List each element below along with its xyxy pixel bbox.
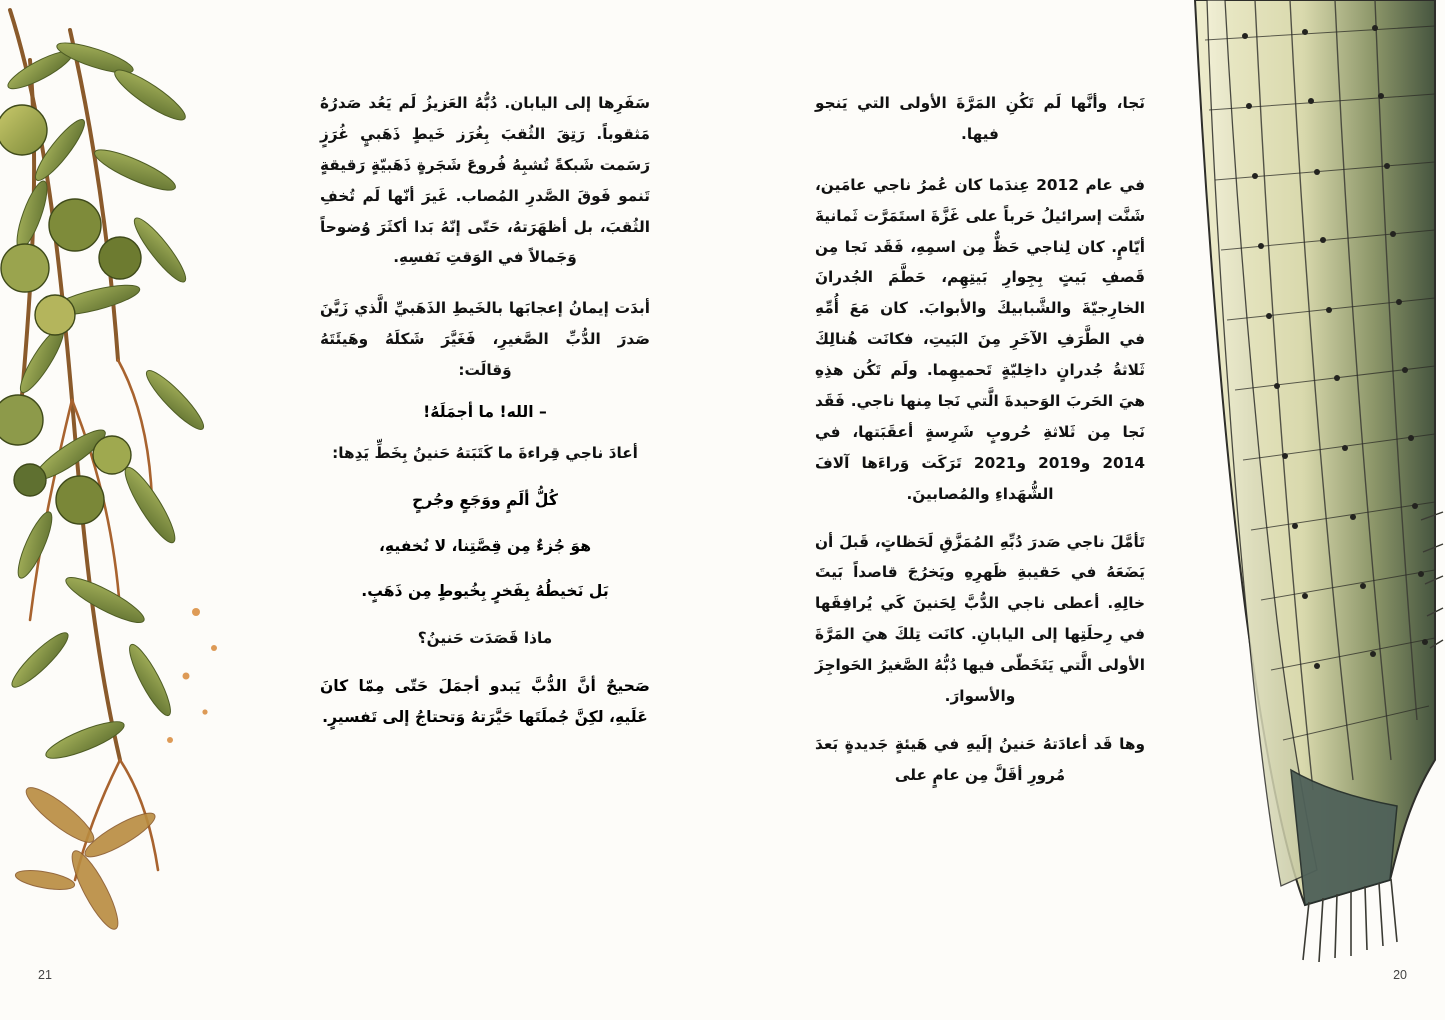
page-number-right: 20 — [1393, 968, 1407, 982]
paragraph: سَفَرِها إلى اليابان. دُبُّهُ العَزيزُ لَم يَعُد صَدرُهُ مَثقوباً. رَتِقَ الثُقبَ بِغُرَز خَيطٍ ذَهَبيٍ غُرَزٍ رَسَمت شَبكةً تُشبِهُ فُروعَ شَجَرةٍ ذَهَبيّةٍ رَقيقةٍ تَنمو فَوقَ الصَّدرِ المُصاب. غَيرَ أنّها لَم تُخفِ الثُقبَ، بل أظهَرَتهُ، حَتّى إنّهُ بَدا أكثَرَ وُضوحاً وَجَمالاً في الوَقتِ نَفسِهِ. — [320, 94, 650, 267]
verse-line: هوَ جُزءٌ مِن قِصَّتِنا، لا نُخفيهِ، — [378, 536, 592, 555]
verse-line: بَل نَخيطُهُ بِفَخرٍ بِخُيوطٍ مِن ذَهَبٍ. — [361, 582, 609, 601]
paragraph: تَأمَّلَ ناجي صَدرَ دُبِّهِ المُمَزَّقِ لَحَظاتٍ، قَبلَ أن يَضَعَهُ في حَقيبةِ ظَهرِهِ ويَخرُجَ قاصداً بَيتَ خالِهِ. أعطى ناجي الدُّبَّ لِحَنينَ كَي يُرافِقَها في رِحلَتِها إلى اليابانِ. كانَت تِلكَ هيَ المَرَّةَ الأولى الَّتي يَتَخَطّى فيها دُبُّهُ الصَّغيرُ الحَواجِزَ والأسوارَ. — [815, 532, 1145, 706]
dialogue-line: – الله! ما أجمَلَهُ! — [423, 403, 547, 422]
verse-line: كُلُّ ألَمٍ ووَجَعٍ وجُرحٍ — [412, 490, 558, 509]
keffiyeh-scarf-illustration — [1185, 0, 1445, 1020]
page-20-text-column — [815, 88, 1145, 808]
paragraph: أبدَت إيمانُ إعجابَها بالخَيطِ الذَهَبيِّ الَّذي زَيَّنَ صَدرَ الدُّبِّ الصَّغيرِ، فَغَيَّرَ شَكلَهُ وهَيئَتَهُ وَقالَت: — [320, 299, 650, 380]
page-21-text-column — [320, 88, 650, 749]
page-number-left: 21 — [38, 968, 52, 982]
paragraph: وها قَد أعادَتهُ حَنينُ إلَيهِ في هَيئةٍ جَديدةٍ بَعدَ مُرورِ أقَلَّ مِن عامٍ على — [815, 734, 1145, 784]
question-line: ماذا قَصَدَت حَنينُ؟ — [417, 628, 553, 647]
olive-branch-illustration — [0, 0, 300, 1020]
paragraph: نَجا، وأنَّها لَم تَكُنِ المَرَّةَ الأولى التي يَنجو فيها. — [815, 94, 1145, 143]
paragraph: أعادَ ناجي قِراءةَ ما كَتَبَتهُ حَنينُ بِخَطِّ يَدِها: — [332, 444, 638, 463]
closing-verse: صَحيحٌ أنَّ الدُّبَّ يَبدو أجمَلَ حَتّى مِمّا كانَ عَلَيهِ، لكِنَّ جُملَتَها حَيَّرَتهُ وَتحتاجُ إلى تَفسيرٍ. — [320, 676, 650, 726]
paragraph: في عام 2012 عِندَما كان عُمرُ ناجي عامَين، شَنَّت إسرائيلُ حَرباً على غَزَّةَ استَمَرَّت ثَمانيةَ أيّامٍ. كان لِناجي حَظٌّ مِن اسمِهِ، فَقَد نَجا مِن قَصفِ بَيتٍ بِجِوارِ بَيتِهِم، حَطَّمَ الجُدرانَ الخارِجيّةَ والشَّبابيكَ والأبوابَ. كان مَعَ أُمِّهِ في الطَّرَفِ الآخَرِ مِنَ البَيتِ، فكانَت هُنالِكَ ثَلاثةُ جُدرانٍ داخِليّةٍ تَحميهِما. ولَم تَكُن هذِهِ هيَ الحَربَ الوَحيدةَ الَّتي نَجا مِنها ناجي. فَقَد نَجا مِن ثَلاثةِ حُروبٍ شَرِسةٍ أعقَبَتها، في 2014 و2019 و2021 تَرَكَت وَراءَها آلافَ الشُّهَداءِ والمُصابينَ. — [815, 175, 1145, 503]
